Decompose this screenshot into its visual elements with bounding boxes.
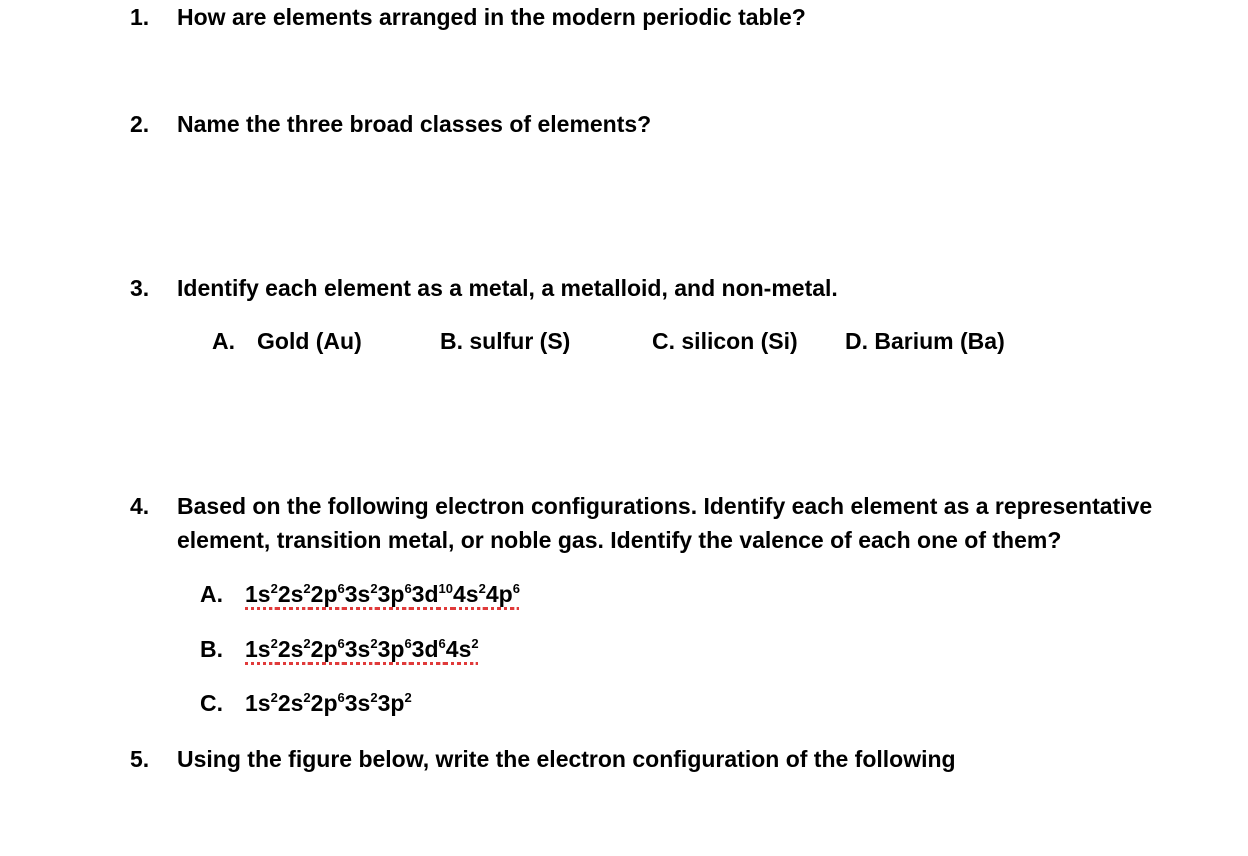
option-letter: A. — [200, 581, 223, 607]
question-number: 5. — [130, 746, 150, 772]
config-option-a — [200, 579, 520, 609]
config-option-c — [200, 688, 412, 718]
electron-configuration: $1s^22s^22p^63s^23p^2$ — [245, 690, 412, 716]
option-b — [440, 326, 570, 356]
electron-configuration: $1s^22s^22p^63s^23p^63d^{10}4s^24p^6$ — [245, 581, 520, 607]
option-letter: D. — [845, 328, 868, 354]
option-d — [845, 326, 1005, 356]
option-text: Gold (Au) — [257, 328, 362, 354]
option-a — [212, 326, 362, 356]
question-number: 1. — [130, 4, 150, 30]
config-option-b — [200, 634, 479, 664]
question-number: 2. — [130, 111, 150, 137]
option-letter: C. — [652, 328, 675, 354]
question-text: Using the figure below, write the electron configuration of the following — [177, 746, 956, 772]
option-letter: B. — [200, 636, 223, 662]
question-text: Identify each element as a metal, a metalloid, and non-metal. — [177, 275, 838, 301]
question-text: Name the three broad classes of elements? — [177, 111, 652, 137]
option-text: Barium (Ba) — [874, 328, 1005, 354]
question-number: 3. — [130, 275, 150, 301]
question-number: 4. — [130, 493, 150, 519]
option-c — [652, 326, 798, 356]
option-letter: A. — [212, 328, 235, 354]
option-text: silicon (Si) — [681, 328, 798, 354]
question-text: Based on the following electron configurations. Identify each element as a representative element, transition metal, or noble gas. Identify the valence of each one of them? — [177, 493, 1153, 553]
option-letter: C. — [200, 690, 223, 716]
electron-configuration: $1s^22s^22p^63s^23p^63d^64s^2$ — [245, 636, 479, 662]
option-text: sulfur (S) — [469, 328, 571, 354]
question-text: How are elements arranged in the modern periodic table? — [177, 4, 806, 30]
option-letter: B. — [440, 328, 463, 354]
